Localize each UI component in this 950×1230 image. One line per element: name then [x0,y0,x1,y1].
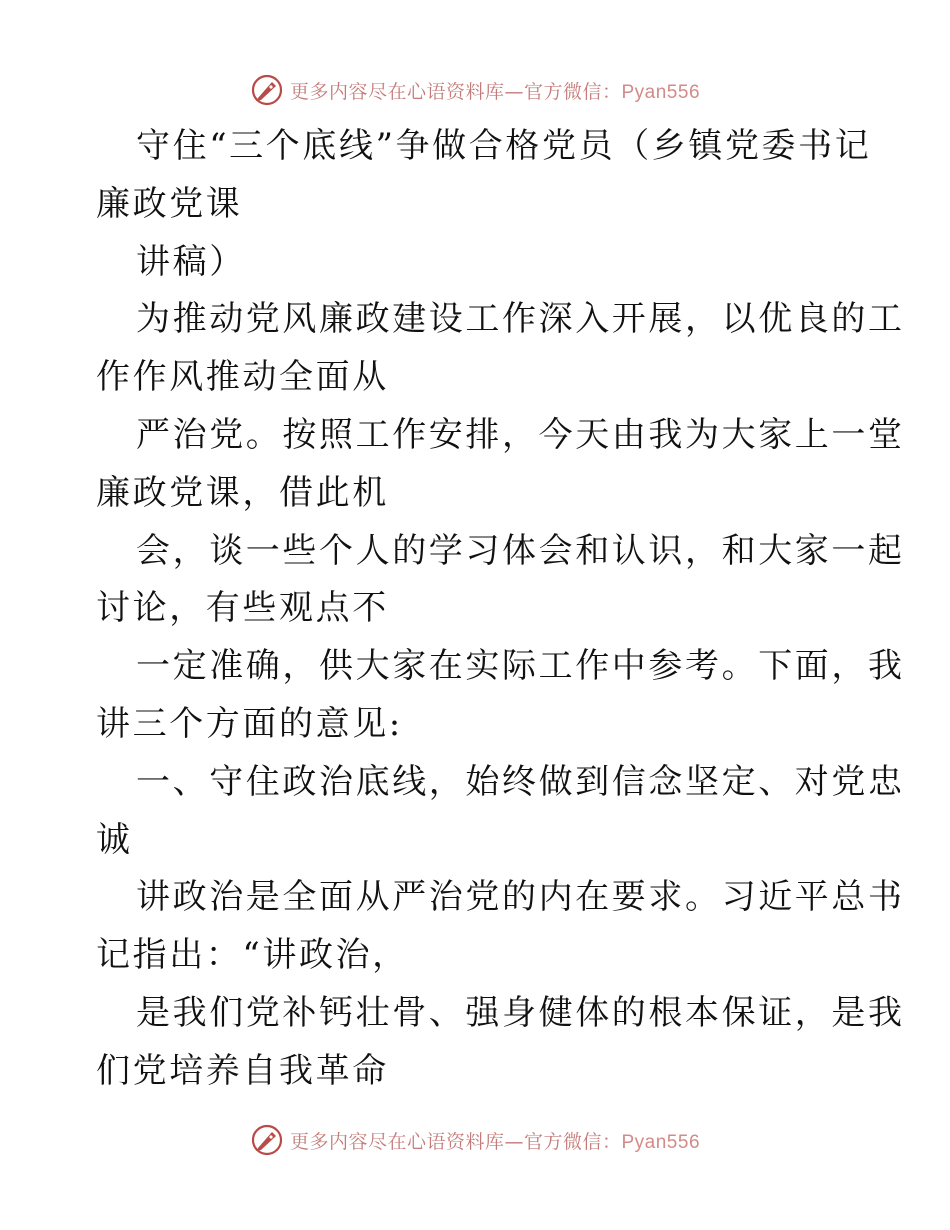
document-line: 是我们党补钙壮骨、强身健体的根本保证，是我 [136,992,905,1033]
document-line: 讨论，有些观点不 [96,588,389,629]
document-line: 为推动党风廉政建设工作深入开展，以优良的工 [136,299,905,340]
document-body [96,118,905,1101]
document-line: 一、守住政治底线，始终做到信念坚定、对党忠 [136,761,905,802]
document-line: 严治党。按照工作安排，今天由我为大家上一堂 [136,414,905,455]
banner-text [290,1127,700,1154]
banner-text-main: 更多内容尽在心语资料库—官方微信： [289,80,622,103]
banner-wechat-id: Pyan556 [621,81,701,103]
document-line: 讲三个方面的意见: [96,703,403,744]
banner-text [290,77,700,104]
document-line: 廉政党课 [96,183,243,224]
document-line: 诚 [96,819,133,860]
document-line: 讲稿） [136,241,246,282]
document-line: 记指出：“讲政治， [96,935,409,976]
document-line: 会，谈一些个人的学习体会和认识，和大家一起 [136,530,905,571]
document-line: 讲政治是全面从严治党的内在要求。习近平总书 [136,877,905,918]
footer-banner [0,1120,950,1160]
pen-nib-logo-icon [250,1123,284,1157]
banner-wechat-id: Pyan556 [621,1131,701,1153]
pen-nib-logo-icon [250,73,284,107]
document-line: 们党培养自我革命 [96,1050,389,1091]
banner-text-main: 更多内容尽在心语资料库—官方微信： [289,1130,622,1153]
document-line: 廉政党课，借此机 [96,472,389,513]
document-line: 一定准确，供大家在实际工作中参考。下面，我 [136,646,905,687]
footer-banner-inner [250,1123,700,1157]
header-banner [0,70,950,110]
document-line: 守住“三个底线”争做合格党员（乡镇党委书记 [136,126,872,166]
header-banner-inner [250,73,700,107]
document-line: 作作风推动全面从 [96,357,389,398]
